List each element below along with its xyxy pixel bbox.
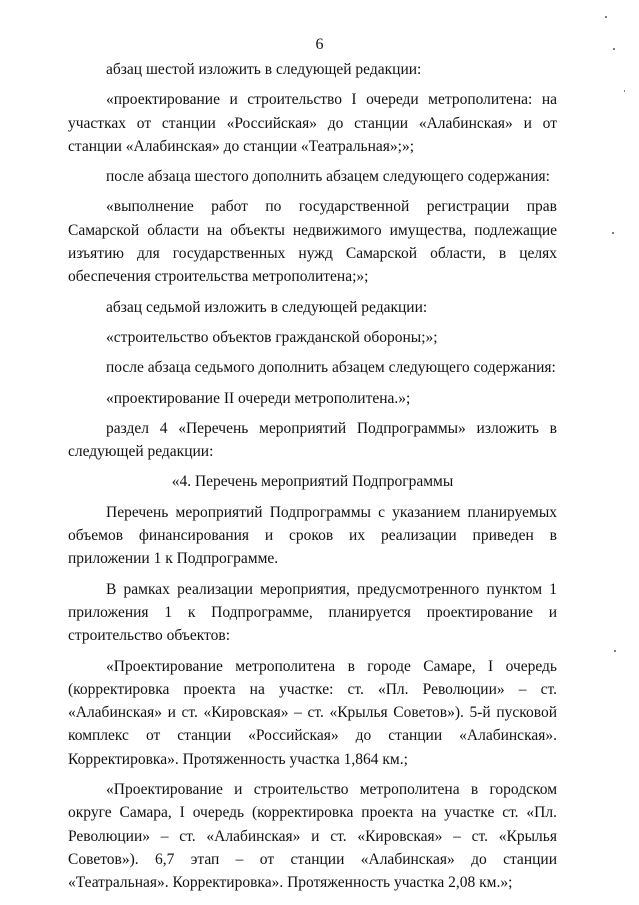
- scan-speck: [612, 232, 614, 234]
- paragraph: раздел 4 «Перечень мероприятий Подпрограммы» изложить в следующей редакции:: [68, 419, 557, 461]
- paragraph: «проектирование II очереди метрополитена.»;: [106, 389, 411, 407]
- paragraph: после абзаца седьмого дополнить абзацем следующего содержания:: [106, 359, 556, 377]
- paragraph: «выполнение работ по государственной регистрации прав Самарской области на объекты недвижимого имущества, подлежащие изъятию для государственных нужд Самарской области, в целях обеспечения строительства метрополитена;»;: [68, 198, 557, 286]
- page-body: [68, 58, 557, 895]
- paragraph: «строительство объектов гражданской обороны;»;: [106, 328, 438, 346]
- paragraph: «проектирование и строительство I очереди метрополитена: на участках от станции «Российская» до станции «Алабинская» и от станции «Алабинская» до станции «Театральная»;»;: [68, 91, 557, 155]
- scan-speck: [614, 650, 616, 652]
- paragraph: абзац седьмой изложить в следующей редакции:: [106, 298, 428, 316]
- section-heading: «4. Перечень мероприятий Подпрограммы: [171, 473, 454, 491]
- paragraph: Перечень мероприятий Подпрограммы с указанием планируемых объемов финансирования и сроков их реализации приведен в приложении 1 к Подпрограмме.: [68, 503, 557, 568]
- scan-speck: [624, 90, 625, 92]
- scan-speck: [605, 16, 607, 18]
- paragraph: В рамках реализации мероприятия, предусмотренного пунктом 1 приложения 1 к Подпрограмме, планируется проектирование и строительство объектов:: [68, 580, 557, 645]
- paragraph: «Проектирование и строительство метрополитена в городском округе Самара, I очередь (корректировка проекта на участке ст. «Пл. Революции» – ст. «Алабинская» и ст. «Кировская» – ст. «Крылья Советов»). 6,7 этап – от станции «Алабинская» до станции «Театральная». Корректировка». Протяженность участка 2,08 км.»;: [68, 781, 557, 892]
- paragraph: абзац шестой изложить в следующей редакции:: [106, 61, 422, 78]
- paragraph: после абзаца шестого дополнить абзацем следующего содержания:: [106, 168, 550, 186]
- page-number: 6: [315, 36, 324, 53]
- scan-speck: [613, 48, 615, 50]
- paragraph: «Проектирование метрополитена в городе Самаре, I очередь (корректировка проекта на участке: ст. «Пл. Революции» – ст. «Алабинская» и ст. «Кировская» – ст. «Крылья Советов»). 5-й пусковой комплекс от станции «Российская» до станции «Алабинская». Корректировка». Протяженность участка 1,864 км.;: [68, 657, 557, 768]
